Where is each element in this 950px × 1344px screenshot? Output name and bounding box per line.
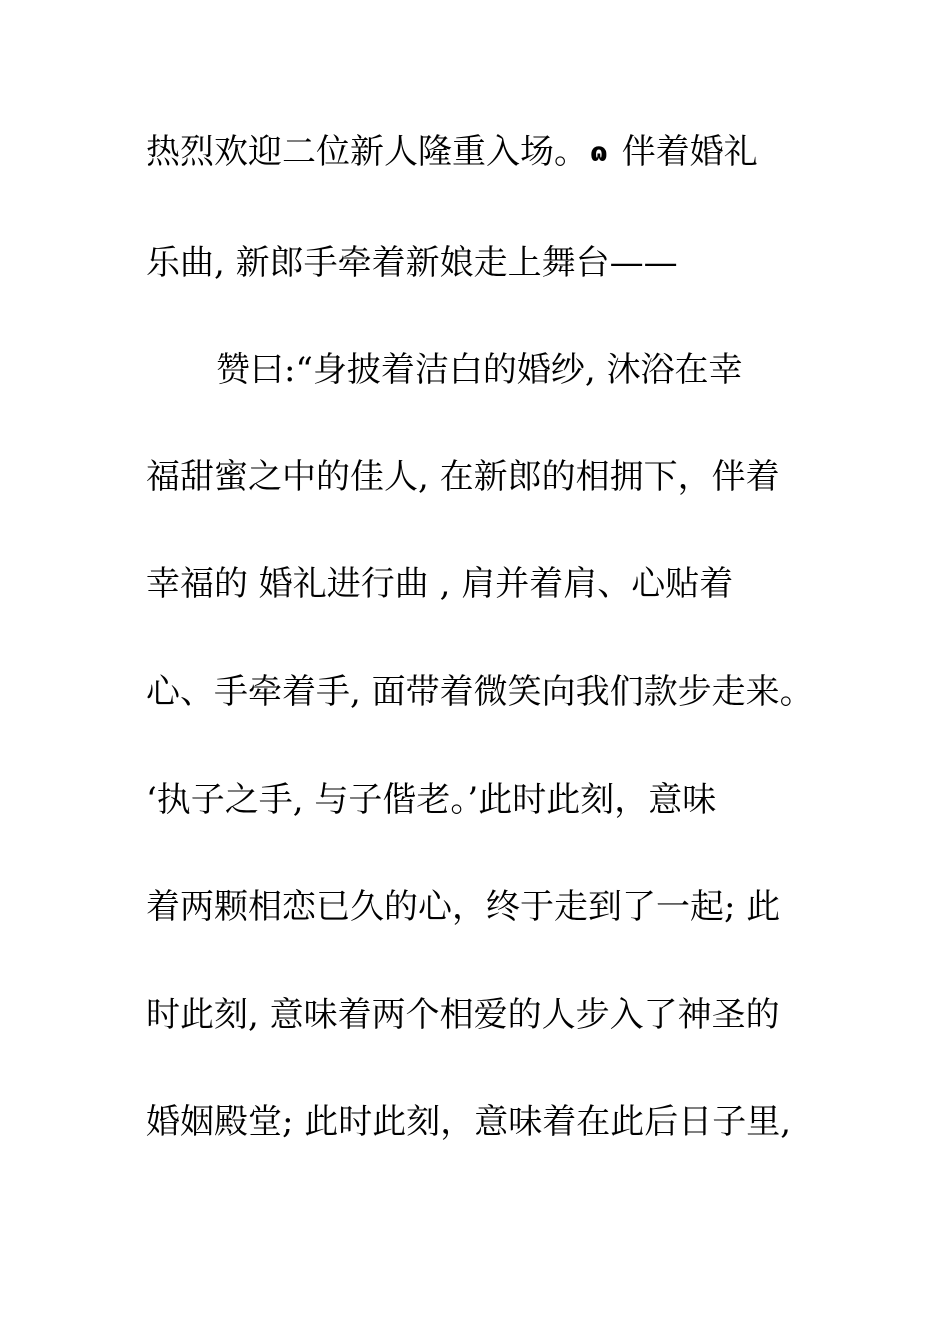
text-line-1 <box>146 132 758 173</box>
text-line-3: 赞曰:“身披着洁白的婚纱, 沐浴在幸 <box>216 350 743 390</box>
text-line-5: 幸福的 婚礼进行曲 , 肩并着肩、心贴着 <box>146 564 734 604</box>
text-line-4: 福甜蜜之中的佳人, 在新郎的相拥下，伴着 <box>146 457 780 497</box>
music-note-icon: ɷ <box>590 138 608 168</box>
text-line-9: 时此刻, 意味着两个相爱的人步入了神圣的 <box>146 995 780 1035</box>
text-line-7: ‘执子之手, 与子偕老。’此时此刻，意味 <box>146 780 717 820</box>
text-line-10: 婚姻殿堂; 此时此刻，意味着在此后日子里, <box>146 1102 792 1142</box>
text-line-6: 心、手牵着手, 面带着微笑向我们款步走来。 <box>146 672 814 712</box>
text-line-1-tail: 伴着婚礼 <box>621 132 758 172</box>
text-line-2: 乐曲, 新郎手牵着新娘走上舞台—— <box>146 243 678 283</box>
text-line-8: 着两颗相恋已久的心，终于走到了一起; 此 <box>146 887 781 927</box>
text-line-1-main: 热烈欢迎二位新人隆重入场。 <box>146 132 588 172</box>
